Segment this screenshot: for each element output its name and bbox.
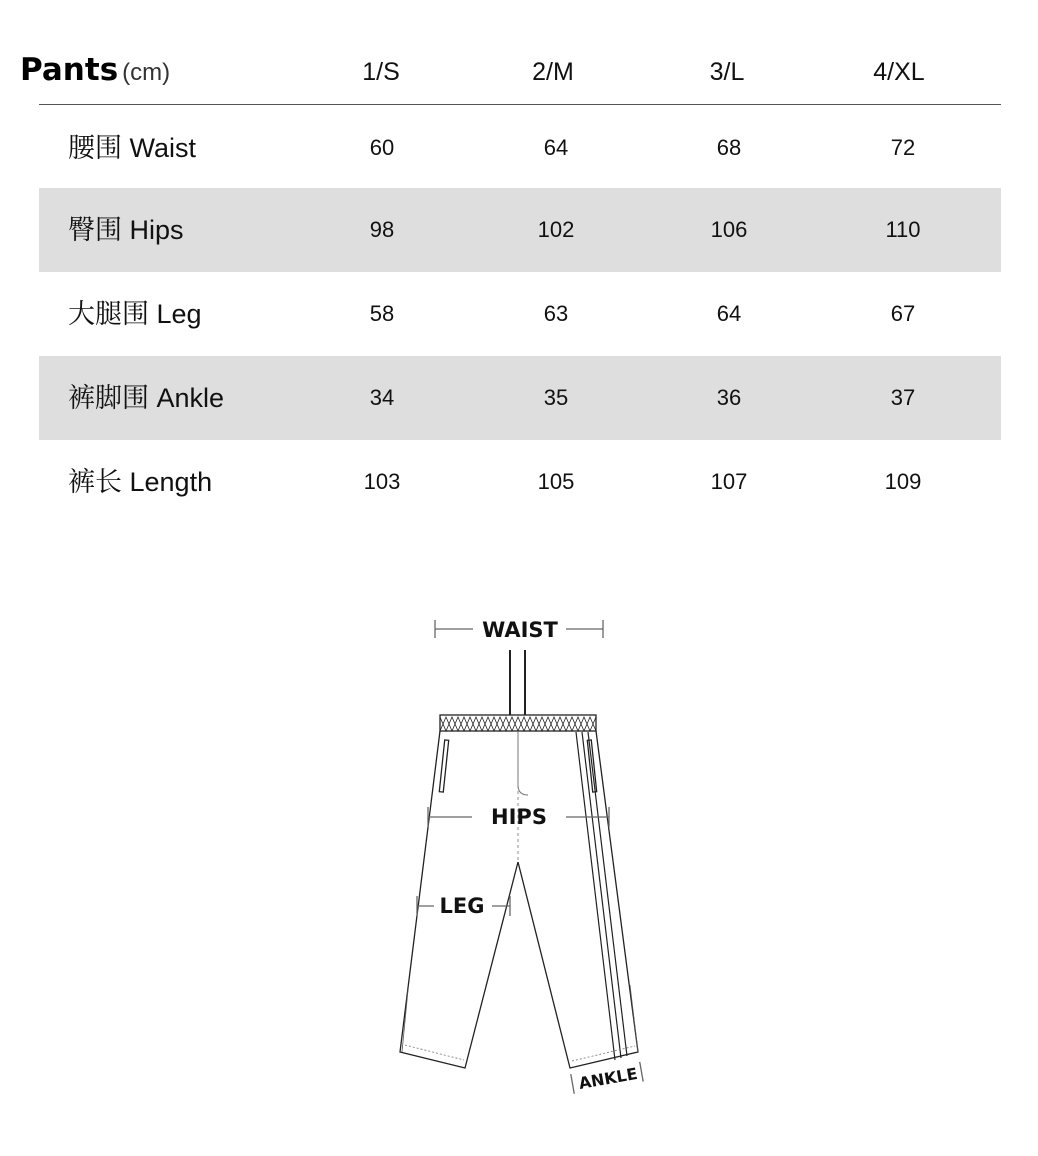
table-cell: 64 (543, 135, 569, 160)
table-cell: 64 (716, 301, 742, 326)
table-header (0, 40, 1038, 104)
table-cell: 35 (543, 385, 569, 410)
table-row-waist (39, 106, 1001, 190)
table-cell: 36 (716, 385, 742, 410)
table-cell: 105 (537, 469, 575, 494)
table-cell: 103 (363, 469, 401, 494)
table-cell: 63 (543, 301, 569, 326)
table-cell: 106 (710, 217, 748, 242)
table-title (20, 52, 170, 88)
table-cell: 60 (369, 135, 395, 160)
size-header-1: 1/S (362, 58, 400, 86)
table-cell: 34 (369, 385, 395, 410)
table-cell: 72 (890, 135, 916, 160)
table-cell: 68 (716, 135, 742, 160)
table-row-length (39, 440, 1001, 524)
table-cell: 110 (885, 217, 921, 242)
table-cell: 98 (369, 217, 395, 242)
title-unit: (cm) (122, 59, 171, 86)
table-row-ankle (39, 356, 1001, 440)
table-row-hips (39, 188, 1001, 272)
header-divider (39, 104, 1001, 105)
table-cell: 67 (890, 301, 916, 326)
pants-diagram (380, 600, 680, 1110)
waist-label: WAIST (482, 618, 558, 642)
table-cell: 102 (537, 217, 575, 242)
table-cell: 58 (369, 301, 395, 326)
ankle-label: ANKLE (577, 1063, 639, 1093)
table-cell: 109 (884, 469, 922, 494)
row-label: 大腿围 Leg (68, 299, 202, 329)
row-label: 臀围 Hips (68, 215, 184, 245)
row-label: 裤长 Length (68, 467, 213, 497)
row-label: 腰围 Waist (68, 133, 196, 163)
size-header-3: 3/L (709, 58, 745, 86)
size-header-2: 2/M (532, 58, 574, 86)
table-cell: 107 (710, 469, 748, 494)
hips-label: HIPS (491, 805, 547, 829)
title-text: Pants (20, 52, 119, 88)
size-header-4: 4/XL (873, 58, 925, 86)
table-row-leg (39, 272, 1001, 356)
leg-label: LEG (439, 894, 485, 918)
table-cell: 37 (890, 385, 916, 410)
pants-illustration (380, 600, 680, 1110)
row-label: 裤脚围 Ankle (68, 383, 225, 413)
